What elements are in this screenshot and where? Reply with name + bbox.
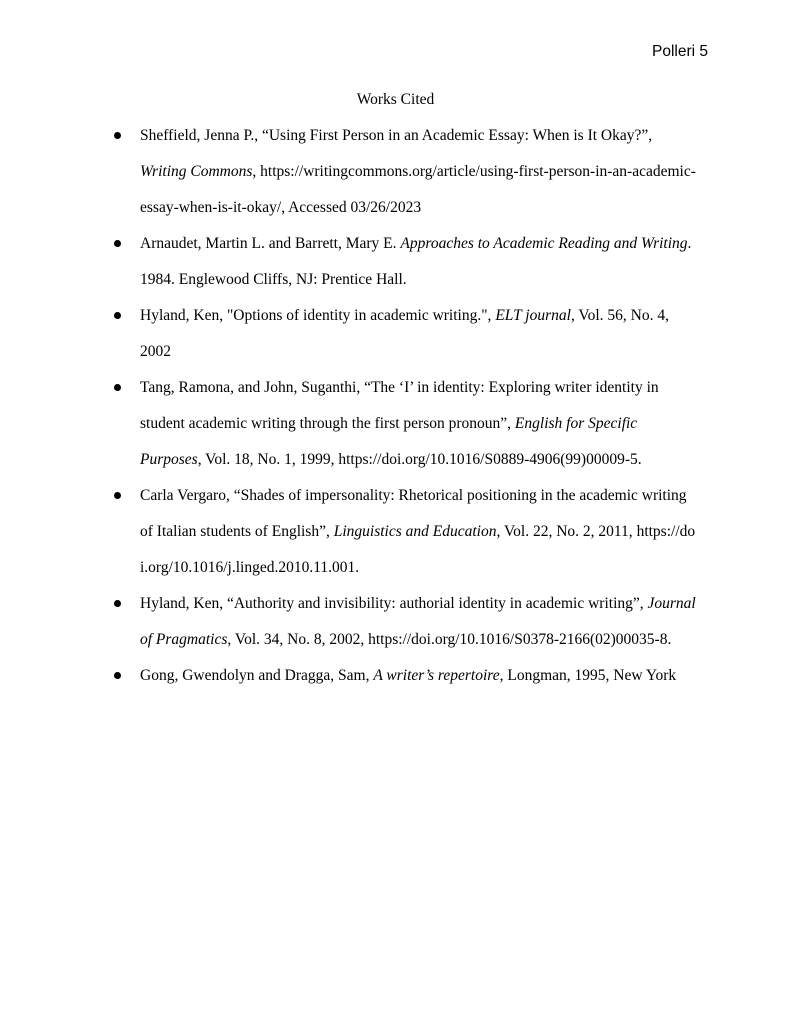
citation-item <box>93 478 698 586</box>
citation-text: . <box>667 631 672 648</box>
bullet-icon <box>114 132 121 139</box>
citation-url: https://writingcommons.org/article/using-first-person-in-an-academic-essay-when-is-it-okay/ <box>140 163 696 216</box>
citation-text: , Vol. 18, No. 1, 1999, <box>197 451 339 468</box>
citation-text: Sheffield, Jenna P., “Using First Person in an Academic Essay: When is It Okay?”, <box>140 127 653 144</box>
citation-item <box>93 226 698 298</box>
bullet-icon <box>114 600 121 607</box>
citation-work-title: English for Specific Purposes <box>140 415 638 468</box>
citation-work-title: Approaches to Academic Reading and Writing <box>400 235 688 252</box>
document-body <box>93 82 698 694</box>
citation-item <box>93 586 698 658</box>
citation-text: Carla Vergaro, “Shades of impersonality: Rhetorical positioning in the academic writing of Italian students of English”, <box>140 487 687 540</box>
citation-text: Arnaudet, Martin L. and Barrett, Mary E. <box>140 235 401 252</box>
citation-url: https://doi.org/10.1016/S0889-4906(99)00009-5 <box>338 451 638 468</box>
citation-list <box>93 118 698 694</box>
citation-url: https://doi.org/10.1016/S0378-2166(02)00035-8 <box>368 631 668 648</box>
citation-text: Hyland, Ken, "Options of identity in academic writing.", <box>140 307 496 324</box>
citation-work-title: ELT journal <box>495 307 571 324</box>
citation-text: , Vol. 22, No. 2, 2011, <box>496 523 637 540</box>
citation-work-title: Writing Commons <box>140 163 253 180</box>
citation-text: , Vol. 34, No. 8, 2002, <box>227 631 369 648</box>
citation-text: . 1984. Englewood Cliffs, NJ: Prentice Hall. <box>140 235 692 288</box>
citation-text: , Vol. 56, No. 4, 2002 <box>140 307 669 360</box>
citation-item <box>93 298 698 370</box>
bullet-icon <box>114 312 121 319</box>
bullet-icon <box>114 384 121 391</box>
citation-text: , Accessed 03/26/2023 <box>281 199 422 216</box>
page-header-number: Polleri 5 <box>652 43 708 60</box>
citation-text: . <box>637 451 642 468</box>
citation-work-title: Journal of Pragmatics <box>140 595 696 648</box>
citation-text: Gong, Gwendolyn and Dragga, Sam, <box>140 667 374 684</box>
citation-text: Hyland, Ken, “Authority and invisibility: authorial identity in academic writing”, <box>140 595 648 612</box>
bullet-icon <box>114 672 121 679</box>
citation-item <box>93 658 698 694</box>
citation-text: , Longman, 1995, New York <box>499 667 677 684</box>
page-title: Works Cited <box>356 91 435 108</box>
citation-text: , <box>252 163 261 180</box>
citation-item <box>93 370 698 478</box>
citation-url: https://doi.org/10.1016/j.linged.2010.11.001 <box>140 523 696 576</box>
citation-text: Tang, Ramona, and John, Suganthi, “The ‘I’ in identity: Exploring writer identity in student academic writing through the first person pronoun”, <box>140 379 659 432</box>
citation-item <box>93 118 698 226</box>
citation-text: . <box>355 559 360 576</box>
citation-work-title: Linguistics and Education <box>333 523 497 540</box>
bullet-icon <box>114 240 121 247</box>
citation-work-title: A writer’s repertoire <box>373 667 500 684</box>
bullet-icon <box>114 492 121 499</box>
